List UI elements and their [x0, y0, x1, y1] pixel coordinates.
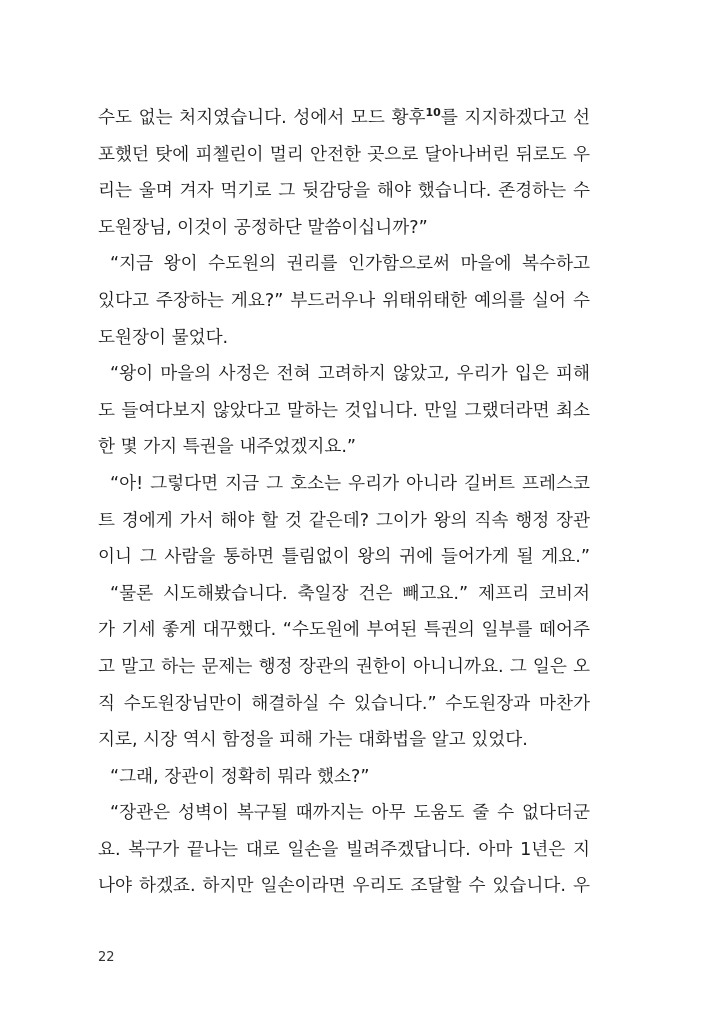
text-line-content: 도원장이 물었다. [98, 327, 229, 348]
text-line-content: “물론 시도해봤습니다. 축일장 건은 빼고요.” 제프리 코비저 [110, 583, 590, 604]
text-line-content: 를 지지하겠다고 선 [440, 108, 590, 128]
text-line [98, 283, 590, 320]
text-line [98, 100, 590, 137]
text-line-content: “아! 그렇다면 지금 그 호소는 우리가 아니라 길버트 프레스코 [110, 473, 590, 494]
text-line [98, 356, 590, 393]
text-line-content: 가 기세 좋게 대꾸했다. “수도원에 부여된 특권의 일부를 떼어주 [98, 620, 590, 641]
text-line [98, 795, 590, 832]
text-line-content: 요. 복구가 끝나는 대로 일손을 빌려주겠답니다. 아마 1년은 지 [98, 839, 590, 860]
text-line [98, 393, 590, 430]
footnote-marker: 10 [425, 106, 441, 120]
text-line [98, 576, 590, 613]
text-line [98, 868, 590, 905]
text-line-content: 수도 없는 처지였습니다. 성에서 모드 황후 [98, 108, 426, 128]
text-line [98, 173, 590, 210]
text-line [98, 832, 590, 869]
text-line-content: “그래, 장관이 정확히 뭐라 했소?” [110, 766, 370, 787]
text-line [98, 246, 590, 283]
text-line [98, 210, 590, 247]
body-text [98, 100, 590, 905]
text-line-content: 나야 하겠죠. 하지만 일손이라면 우리도 조달할 수 있습니다. 우 [98, 876, 590, 897]
text-line [98, 137, 590, 174]
text-line-content: “장관은 성벽이 복구될 때까지는 아무 도움도 줄 수 없다더군 [110, 803, 590, 824]
text-line-content: 포했던 탓에 피첼린이 멀리 안전한 곳으로 달아나버린 뒤로도 우 [98, 144, 590, 165]
text-line-content: 도원장님, 이것이 공정하단 말씀이십니까?” [98, 217, 428, 238]
text-line-content: “왕이 마을의 사정은 전혀 고려하지 않았고, 우리가 입은 피해 [110, 364, 590, 385]
text-line-content: 지로, 시장 역시 함정을 피해 가는 대화법을 알고 있었다. [98, 730, 528, 751]
text-line-content: 한 몇 가지 특권을 내주었겠지요.” [98, 437, 357, 458]
text-line-content: 직 수도원장님만이 해결하실 수 있습니다.” 수도원장과 마찬가 [98, 693, 590, 714]
text-line-content: 트 경에게 가서 해야 할 것 같은데? 그이가 왕의 직속 행정 장관 [98, 510, 590, 531]
text-line [98, 503, 590, 540]
text-line [98, 539, 590, 576]
text-line [98, 686, 590, 723]
text-line [98, 759, 590, 796]
text-line-content: 도 들여다보지 않았다고 말하는 것입니다. 만일 그랬더라면 최소 [98, 400, 590, 421]
text-line [98, 649, 590, 686]
text-line-content: 있다고 주장하는 게요?” 부드러우나 위태위태한 예의를 실어 수 [98, 290, 590, 311]
text-line-content: 고 말고 하는 문제는 행정 장관의 권한이 아니니까요. 그 일은 오 [98, 656, 590, 677]
text-line [98, 612, 590, 649]
page-number: 22 [98, 950, 115, 965]
text-line [98, 320, 590, 357]
text-line [98, 429, 590, 466]
text-line-content: 리는 울며 겨자 먹기로 그 뒷감당을 해야 했습니다. 존경하는 수 [98, 181, 590, 202]
text-line [98, 466, 590, 503]
text-line-content: “지금 왕이 수도원의 권리를 인가함으로써 마을에 복수하고 [110, 254, 590, 275]
text-line [98, 722, 590, 759]
text-line-content: 이니 그 사람을 통하면 틀림없이 왕의 귀에 들어가게 될 게요.” [98, 547, 590, 568]
